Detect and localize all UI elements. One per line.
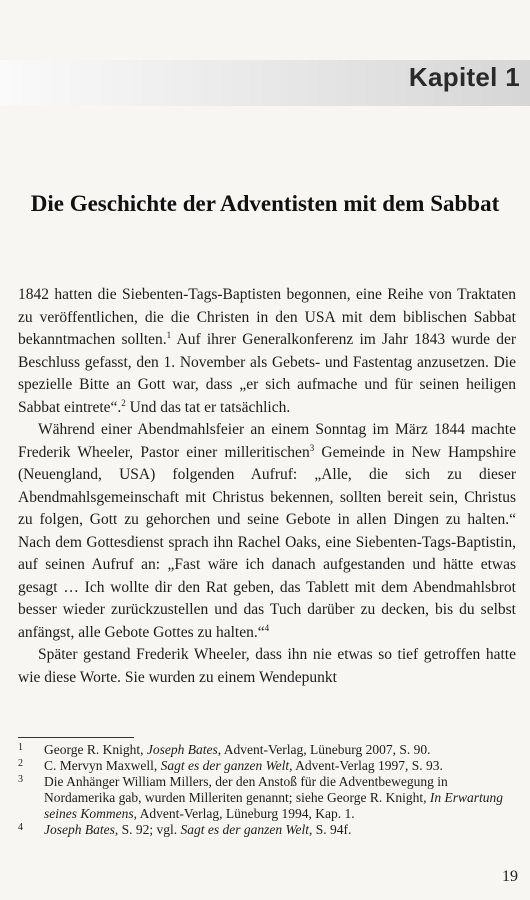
footnote-number: 3 — [18, 774, 23, 785]
paragraph-2 — [18, 419, 516, 644]
footnote-3 — [18, 774, 516, 822]
paragraph-2-part-b: Gemeinde in New Hampshire (Neuengland, USA) folgenden Aufruf: „Alle, die sich zu dieser Abendmahlsgemeinschaft mit Christus bekennen, sollten bereit sein, Christus zu folgen, Gott zu gehorchen und seine Gebote in allen Dingen zu halten.“ Nach dem Gottesdienst sprach ihn Rachel Oaks, eine Siebenten-Tags-Baptistin, auf seinen Aufruf an: „Fast wäre ich danach aufgestanden und hätte etwas gesagt … Ich wollte dir den Rat geben, das Tablett mit dem Abendmahlsbrot besser wieder zurückzustellen und das Tuch darüber zu decken, bis du selbst anfängst, alle Gebote Gottes zu halten.“ — [18, 443, 516, 641]
footnote-source-title: In Erwartung seines Kommens — [44, 790, 504, 821]
footnote-ref-2[interactable]: 2 — [121, 397, 126, 408]
footnote-number: 4 — [18, 822, 23, 833]
footnote-divider — [18, 737, 134, 738]
paragraph-1-part-a: 1842 hatten die Siebenten-Tags-Baptisten begonnen, eine Reihe von Traktaten zu veröffentlichen, die die Christen in den USA mit dem biblischen Sabbat bekanntmachen sollten. — [18, 286, 516, 348]
footnote-text: , Advent-Verlag, Lüneburg 1994, Kap. 1. — [133, 806, 355, 821]
chapter-label: Kapitel 1 — [408, 62, 520, 92]
footnote-source-title: Sagt es der ganzen Welt — [160, 758, 290, 773]
footnote-text: , Advent-Verlag 1997, S. 93. — [289, 758, 443, 773]
footnote-text: , S. 92; vgl. — [114, 822, 181, 837]
footnote-ref-4[interactable]: 4 — [264, 622, 270, 633]
footnote-ref-3[interactable]: 3 — [309, 442, 315, 453]
footnote-source-title: Joseph Bates — [146, 742, 218, 757]
footnote-source-title: Sagt es der ganzen Welt — [180, 822, 309, 837]
footnote-text: , Advent-Verlag, Lüneburg 2007, S. 90. — [217, 742, 431, 757]
footnote-number: 2 — [18, 758, 23, 769]
paragraph-1-part-c: Und das tat er tatsächlich. — [125, 398, 291, 416]
footnote-ref-1[interactable]: 1 — [166, 329, 172, 340]
paragraph-1-part-b: Auf ihrer Generalkonferenz im Jahr 1843 wurde der Beschluss gefasst, den 1. November als Gebets- und Fastentag anzusetzen. Die spezielle Bitte an Gott war, dass „er sich aufmache und für seinen heiligen Sabbat eintrete“. — [18, 331, 517, 416]
footnote-1 — [18, 742, 516, 758]
footnote-text: C. Mervyn Maxwell, — [44, 758, 161, 773]
body-text — [18, 284, 516, 689]
footnote-text: Die Anhänger William Millers, der den Anstoß für die Adventbewegung in Nordamerika gab, wurden Milleriten genannt; siehe George R. Knight, — [44, 774, 448, 805]
footnote-number: 1 — [18, 742, 23, 753]
paragraph-3 — [18, 644, 516, 689]
footnote-2 — [18, 758, 516, 774]
page-number: 19 — [502, 868, 518, 885]
paragraph-2-part-a: Während einer Abendmahlsfeier an einem Sonntag im März 1844 machte Frederik Wheeler, Pastor einer milleritischen — [18, 421, 516, 461]
footnote-source-title: Joseph Bates — [44, 822, 115, 837]
footnote-text: , S. 94f. — [309, 822, 352, 837]
footnotes — [18, 742, 516, 838]
footnote-text: George R. Knight, — [44, 742, 147, 757]
paragraph-1 — [18, 284, 516, 419]
footnote-4 — [18, 822, 516, 838]
chapter-title: Die Geschichte der Adventisten mit dem Sabbat — [30, 191, 500, 217]
paragraph-3-text: Später gestand Frederik Wheeler, dass ihn nie etwas so tief getroffen hatte wie diese Worte. Sie wurden zu einem Wendepunkt — [18, 646, 516, 686]
